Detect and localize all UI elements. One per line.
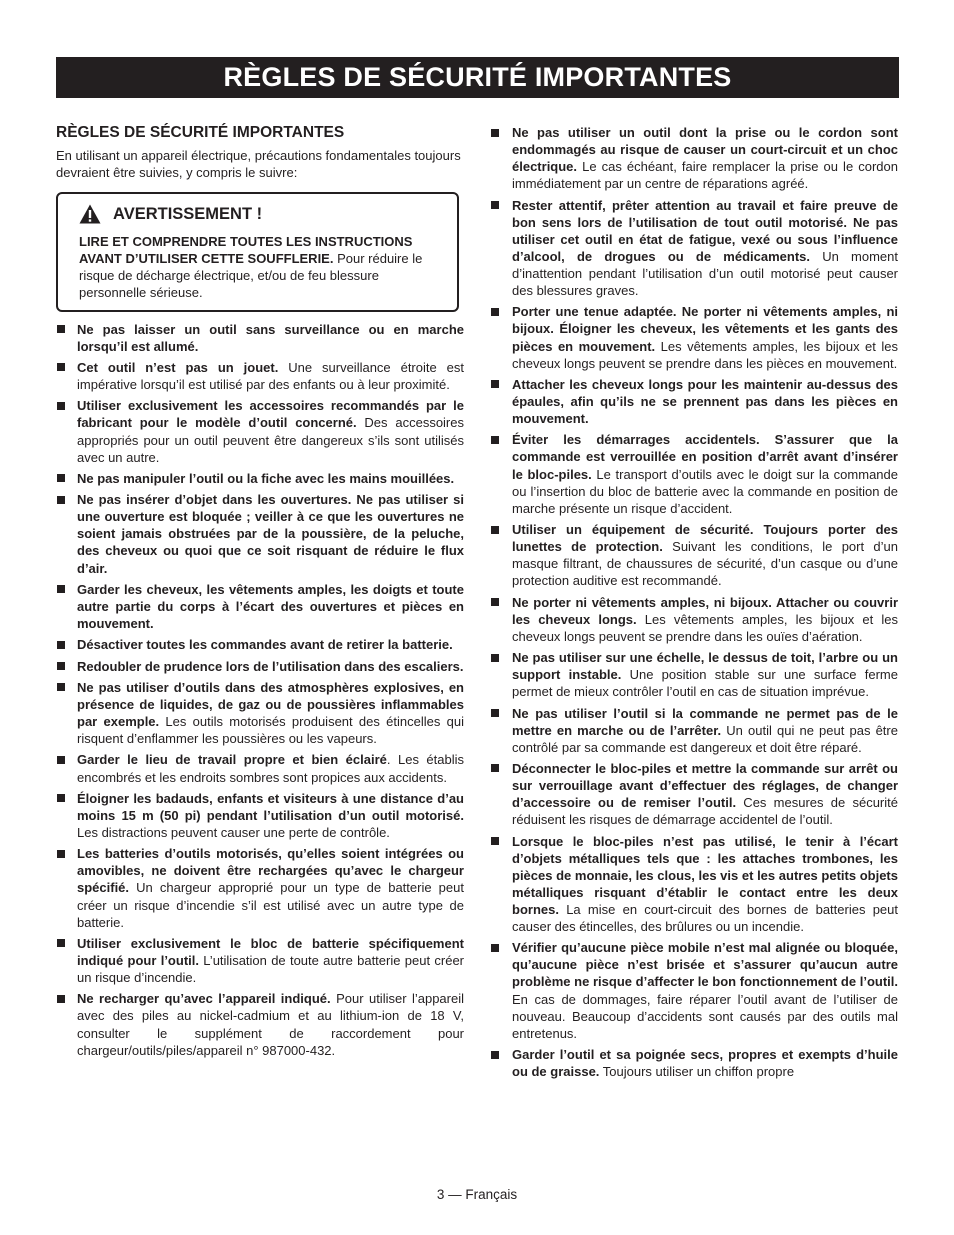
safety-rule-bold: Ne pas utiliser un outil dont la prise ou le cordon sont endommagés au risque de causer un court-circuit et un choc électrique. [512, 125, 898, 175]
square-bullet-icon [57, 363, 65, 371]
square-bullet-icon [491, 1051, 499, 1059]
safety-rule-item [490, 833, 898, 936]
safety-rule-item [490, 303, 898, 371]
safety-rule-text: L’utilisation de toute autre batterie peut créer un risque d’incendie. [77, 953, 464, 986]
square-bullet-icon [491, 526, 499, 534]
safety-rule-item [56, 470, 464, 487]
square-bullet-icon [491, 944, 499, 952]
square-bullet-icon [57, 850, 65, 858]
square-bullet-icon [57, 995, 65, 1003]
square-bullet-icon [491, 380, 499, 388]
warning-bold-text: LIRE ET COMPRENDRE TOUTES LES INSTRUCTIONS AVANT D’UTILISER CETTE SOUFFLERIE. [79, 234, 413, 267]
safety-rule-item [56, 397, 464, 465]
safety-rule-bold: Ne pas insérer d’objet dans les ouvertures. Ne pas utiliser si une ouverture est bloquée ; veiller à ce que les ouvertures ne soient jamais obstruées par de la poussière, de la peluche, des cheveux ou quoi que ce soit risquant de réduire le flux d’air. [77, 492, 464, 576]
safety-rule-text: Une position stable sur une surface ferme permet de mieux contrôler l’outil en cas de situation imprévue. [512, 667, 898, 700]
safety-rule-item [56, 751, 464, 785]
square-bullet-icon [491, 598, 499, 606]
safety-rule-text: Une surveillance étroite est impérative lorsqu’il est utilisé par des enfants ou à leur proximité. [77, 359, 464, 393]
square-bullet-icon [491, 709, 499, 717]
safety-rule-text: Un outil qui ne peut pas être contrôlé par sa commande est dangereux et doit être réparé. [512, 722, 898, 755]
safety-rule-bold: Lorsque le bloc-piles n’est pas utilisé, le tenir à l’écart d’objets métalliques tels que : les attaches trombones, les pièces de monnaie, les clous, les vis et les autres petits objets métalliques risquant d’établir le contact entre les deux bornes. [512, 833, 898, 917]
safety-rule-item [490, 376, 898, 427]
warning-box [56, 192, 459, 311]
warning-body-text: Pour réduire le risque de décharge électrique, et/ou de feu blessure personnelle sérieuse. [79, 251, 423, 301]
safety-rule-item [490, 594, 898, 645]
section-title: RÈGLES DE SÉCURITÉ IMPORTANTES [56, 124, 345, 141]
safety-rule-bold: Ne porter ni vêtements amples, ni bijoux. Attacher ou couvrir les cheveux longs. [512, 594, 898, 627]
safety-rule-text: La mise en court-circuit des bornes de batteries peut causer des étincelles, des brûlures ou un incendie. [512, 901, 898, 934]
page-banner-title: RÈGLES DE SÉCURITÉ IMPORTANTES [56, 57, 899, 98]
safety-rule-bold: Rester attentif, prêter attention au travail et faire preuve de bon sens lors de l’utilisation de tout outil motorisé. Ne pas utiliser cet outil en état de fatigue, vexé ou sous l’influence d’alcool, de drogues ou de médicaments. [512, 197, 898, 264]
square-bullet-icon [491, 201, 499, 209]
safety-rule-text: Suivant les conditions, le port d’un masque filtrant, de chaussures de sécurité, d’un casque ou d’une protection auditive est recommandé. [512, 539, 898, 589]
square-bullet-icon [57, 474, 65, 482]
safety-rule-item [490, 649, 898, 700]
safety-rule-bold: Utiliser exclusivement le bloc de batterie spécifiquement indiqué pour l’outil. [77, 935, 464, 968]
safety-rule-item [490, 124, 898, 192]
square-bullet-icon [57, 756, 65, 764]
safety-rule-item [56, 636, 464, 653]
safety-rule-bold: Utiliser exclusivement les accessoires recommandés par le fabricant pour le modèle d’outil concerné. [77, 398, 464, 431]
safety-rule-bold: Ne pas utiliser l’outil si la commande ne permet pas de le mettre en marche ou de l’arrêter. [512, 705, 898, 738]
safety-rule-item [56, 845, 464, 930]
safety-rule-bold: Garder l’outil et sa poignée secs, propres et exempts d’huile ou de graisse. [512, 1047, 898, 1080]
square-bullet-icon [57, 496, 65, 504]
warning-triangle-icon [79, 204, 101, 224]
safety-rule-item [56, 990, 464, 1058]
safety-rule-bold: Vérifier qu’aucune pièce mobile n’est mal alignée ou bloquée, qu’aucune pièce n’est brisée et s’assurer qu’aucun autre problème ne risque d’affecter le bon fonctionnement de l’outil. [512, 940, 898, 990]
safety-rule-text: Un moment d’inattention pendant l’utilisation d’un outil motorisé peut causer des blessures graves. [512, 248, 898, 299]
safety-rule-item [56, 679, 464, 747]
warning-title: AVERTISSEMENT ! [113, 205, 263, 224]
safety-rule-bold: Attacher les cheveux longs pour les maintenir au-dessus des épaules, afin qu’ils ne se prennent pas dans les pièces en mouvement. [512, 376, 898, 427]
safety-rule-item [56, 790, 464, 841]
square-bullet-icon [57, 402, 65, 410]
safety-rule-item [56, 321, 464, 355]
safety-rule-text: Ces mesures de sécurité réduisent les risques de démarrage accidentel de l’outil. [512, 795, 898, 828]
safety-rule-item [490, 197, 898, 300]
safety-rule-item [56, 581, 464, 632]
safety-rule-item [490, 760, 898, 828]
safety-rule-item [490, 939, 898, 1042]
page-footer: 3 — Français [436, 1187, 518, 1202]
square-bullet-icon [57, 683, 65, 691]
safety-rule-text: Les vêtements amples, les bijoux et les cheveux longs peuvent se prendre dans les pièces en mouvement. [512, 338, 898, 371]
square-bullet-icon [491, 654, 499, 662]
safety-rule-bold: Ne recharger qu’avec l’appareil indiqué. [77, 991, 331, 1007]
warning-header [79, 204, 447, 224]
safety-rule-text: Les vêtements amples, les bijoux et les cheveux longs peuvent se prendre dans les ouïes d’aération. [512, 611, 899, 644]
square-bullet-icon [491, 436, 499, 444]
safety-rule-bold: Désactiver toutes les commandes avant de retirer la batterie. [77, 637, 453, 653]
left-column [56, 124, 464, 1063]
safety-rule-item [490, 521, 898, 589]
safety-rule-bold: Cet outil n’est pas un jouet. [77, 359, 279, 375]
safety-rule-text: . Les établis encombrés et les endroits sombres sont propices aux accidents. [77, 752, 465, 785]
safety-rule-item [56, 359, 464, 393]
safety-rule-bold: Ne pas utiliser sur une échelle, le dessus de toit, l’arbre ou un support instable. [512, 650, 898, 683]
safety-rule-bold: Garder les cheveux, les vêtements amples, les doigts et toute autre partie du corps à l’écart des ouvertures et pièces en mouvement. [77, 581, 464, 631]
square-bullet-icon [491, 308, 499, 316]
safety-rule-item [56, 935, 464, 986]
safety-rule-item [490, 705, 898, 756]
section-intro: En utilisant un appareil électrique, précautions fondamentales toujours devraient être suivies, y compris le suivre: [56, 148, 461, 181]
square-bullet-icon [57, 662, 65, 670]
safety-rule-bold: Garder le lieu de travail propre et bien éclairé [77, 752, 387, 768]
square-bullet-icon [491, 837, 499, 845]
left-safety-list [56, 321, 464, 1059]
safety-rule-text: Pour utiliser l’appareil avec des piles au nickel-cadmium et au lithium-ion de 18 V, consulter le supplément de raccordement pour chargeur/outils/piles/appareil n° 987000-432. [77, 991, 464, 1058]
safety-rule-text: Les distractions peuvent causer une perte de contrôle. [77, 824, 390, 840]
safety-rule-bold: Ne pas manipuler l’outil ou la fiche avec les mains mouillées. [77, 470, 455, 486]
right-safety-list [490, 124, 898, 1080]
safety-rule-bold: Porter une tenue adaptée. Ne porter ni vêtements amples, ni bijoux. Éloigner les cheveux, les vêtements et les gants des pièces en mouvement. [512, 304, 898, 354]
square-bullet-icon [57, 325, 65, 333]
warning-text [79, 233, 447, 301]
square-bullet-icon [57, 641, 65, 649]
square-bullet-icon [491, 129, 499, 137]
safety-rule-text: En cas de dommages, faire réparer l’outil avant de l’utiliser de nouveau. Beaucoup d’accidents sont causés par des outils mal entretenus. [512, 991, 898, 1041]
safety-rule-bold: Les batteries d’outils motorisés, qu’elles soient intégrées ou amovibles, ne doivent être rechargées qu’avec le chargeur spécifié. [77, 846, 464, 896]
safety-rule-item [490, 1046, 898, 1080]
safety-rule-bold: Éviter les démarrages accidentels. S’assurer que la commande est verrouillée en position d’arrêt avant d’insérer le bloc-piles. [512, 432, 898, 482]
safety-rule-text: Les outils motorisés produisent des étincelles qui risquent d’enflammer les poussières ou les vapeurs. [77, 714, 464, 747]
safety-rule-bold: Redoubler de prudence lors de l’utilisation dans des escaliers. [77, 658, 464, 674]
safety-rule-text: Toujours utiliser un chiffon propre [599, 1064, 795, 1080]
safety-rule-text: Le cas échéant, faire remplacer la prise ou le cordon immédiatement par un centre de réparations agréé. [512, 159, 898, 192]
safety-rule-bold: Éloigner les badauds, enfants et visiteurs à une distance d’au moins 15 m (50 pi) pendant l’utilisation d’un outil motorisé. [77, 790, 464, 823]
safety-rule-bold: Ne pas utiliser d’outils dans des atmosphères explosives, en présence de liquides, de gaz ou de poussières inflammables par exemple. [77, 679, 464, 730]
safety-rule-item [56, 491, 464, 576]
safety-rule-bold: Déconnecter le bloc-piles et mettre la commande sur arrêt ou sur verrouillage avant d’effectuer des réglages, de changer d’accessoire ou de remiser l’outil. [512, 760, 898, 811]
safety-rule-item [56, 658, 464, 675]
square-bullet-icon [491, 764, 499, 772]
square-bullet-icon [57, 939, 65, 947]
safety-rule-text: Un chargeur approprié pour un type de batterie peut créer un risque d’incendie s’il est utilisé avec un autre type de batterie. [77, 880, 464, 930]
safety-rule-text: Des accessoires appropriés pour un outil peuvent être dangereux s’ils sont utilisés avec un autre. [77, 415, 464, 465]
safety-rule-bold: Ne pas laisser un outil sans surveillance ou en marche lorsqu’il est allumé. [77, 321, 464, 354]
square-bullet-icon [57, 794, 65, 802]
safety-rule-bold: Utiliser un équipement de sécurité. Toujours porter des lunettes de protection. [512, 522, 898, 555]
square-bullet-icon [57, 585, 65, 593]
safety-rule-text: Le transport d’outils avec le doigt sur la commande ou l’insertion du bloc de batterie avec la commande en position de marche présente un risque d’accident. [512, 466, 898, 516]
safety-rule-item [490, 431, 898, 516]
right-column [490, 124, 898, 1084]
